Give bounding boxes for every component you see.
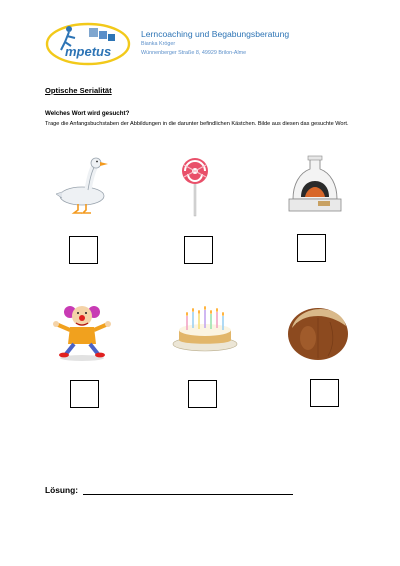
clown-image xyxy=(52,302,112,362)
answer-box-3[interactable] xyxy=(297,234,326,262)
answer-box-1[interactable] xyxy=(69,236,98,264)
hazelnut-image xyxy=(284,298,352,362)
address: Wünnenberger Straße 8, 49929 Brilon-Alme xyxy=(141,50,247,56)
answer-box-5[interactable] xyxy=(188,380,217,408)
question: Welches Wort wird gesucht? xyxy=(45,110,130,117)
instruction: Trage die Anfangsbuchstaben der Abbildungen in die darunter befindlichen Kästchen. Bilde aus diesen das gesuchte Wort. xyxy=(45,121,349,127)
org-title: Lerncoaching und Begabungsberatung xyxy=(141,29,290,39)
answer-box-2[interactable] xyxy=(184,236,213,264)
answer-box-4[interactable] xyxy=(70,380,99,408)
lollipop-image xyxy=(180,156,210,218)
solution-input-line[interactable] xyxy=(83,494,293,495)
logo-wordmark: mpetus xyxy=(65,44,112,59)
cake-image xyxy=(171,306,239,352)
oven-image xyxy=(287,155,343,217)
sheet-title: Optische Serialität xyxy=(45,86,112,95)
impetus-logo xyxy=(45,22,131,66)
solution-label: Lösung: xyxy=(45,485,79,495)
person-name: Bianka Kröger xyxy=(141,41,176,47)
answer-box-6[interactable] xyxy=(310,379,339,407)
goose-image xyxy=(56,156,110,214)
